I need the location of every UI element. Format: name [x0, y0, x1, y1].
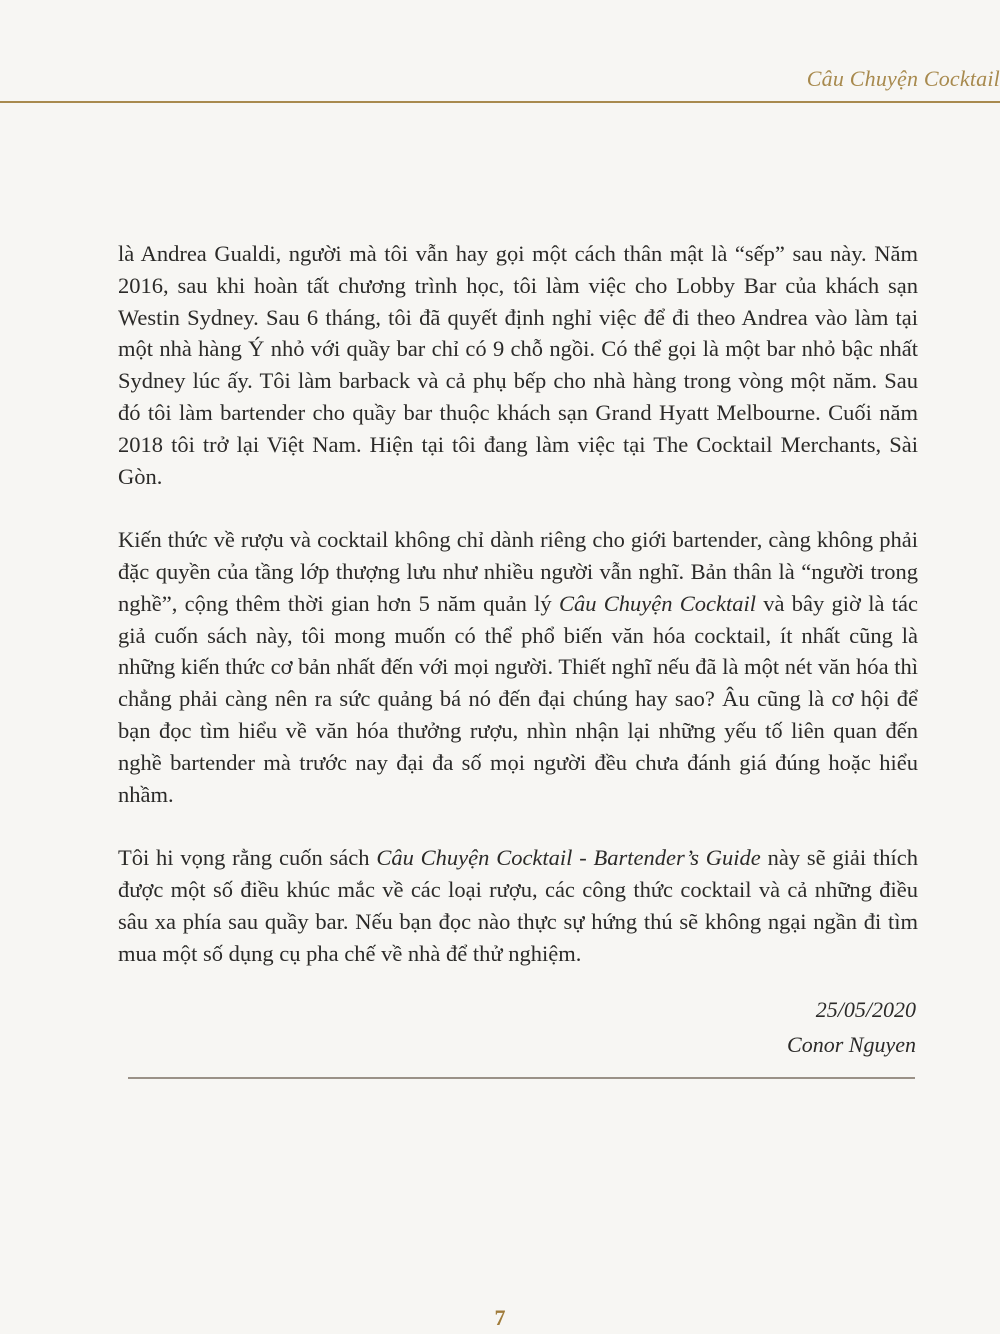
paragraph-1: là Andrea Gualdi, người mà tôi vẫn hay gọi một cách thân mật là “sếp” sau này. Năm 2016, sau khi hoàn tất chương trình học, tôi làm việc cho Lobby Bar của khách sạn Westin Sydney. Sau 6 tháng, tôi đã quyết định nghỉ việc để đi theo Andrea vào làm tại một nhà hàng Ý nhỏ với quầy bar chỉ có 9 chỗ ngồi. Có thể gọi là một bar nhỏ bậc nhất Sydney lúc ấy. Tôi làm barback và cả phụ bếp cho nhà hàng trong vòng một năm. Sau đó tôi làm bartender cho quầy bar thuộc khách sạn Grand Hyatt Melbourne. Cuối năm 2018 tôi trở lại Việt Nam. Hiện tại tôi đang làm việc tại The Cocktail Merchants, Sài Gòn.: [118, 241, 918, 489]
book-title-italic: Câu Chuyện Cocktail: [558, 590, 756, 616]
body-text: [118, 238, 918, 969]
running-header-title: Câu Chuyện Cocktail: [806, 66, 1000, 91]
signature-author: Conor Nguyen: [787, 1032, 916, 1057]
header-divider: [0, 101, 1000, 103]
book-title-full-italic: Câu Chuyện Cocktail - Bartender’s Guide: [376, 845, 761, 871]
signature-date: 25/05/2020: [815, 997, 916, 1022]
paragraph-2-text-b: và bây giờ là tác giả cuốn sách này, tôi mong muốn có thể phổ biến văn hóa cocktail, ít nhất cũng là những kiến thức cơ bản nhất đến với mọi người. Thiết nghĩ nếu đã là một nét văn hóa thì chẳng phải càng nên ra sức quảng bá nó đến đại chúng hay sao? Âu cũng là cơ hội để bạn đọc tìm hiểu về văn hóa thưởng rượu, nhìn nhận lại những yếu tố liên quan đến nghề bartender mà trước nay đại đa số mọi người đều chưa đánh giá đúng hoặc hiểu nhầm.: [118, 590, 918, 807]
paragraph-2: [118, 524, 918, 810]
footer-divider: [128, 1077, 915, 1079]
paragraph-3-text-b: này sẽ giải thích được một số điều khúc mắc về các loại rượu, các công thức cocktail và cả những điều sâu xa phía sau quầy bar. Nếu bạn đọc nào thực sự hứng thú sẽ không ngại ngần đi tìm mua một số dụng cụ pha chế về nhà để thử nghiệm.: [118, 845, 918, 966]
paragraph-3-text-a: Tôi hi vọng rằng cuốn sách: [118, 845, 377, 871]
paragraph-2-text-a: Kiến thức về rượu và cocktail không chỉ dành riêng cho giới bartender, càng không phải đặc quyền của tầng lớp thượng lưu như nhiều người vẫn nghĩ. Bản thân là “người trong nghề”, cộng thêm thời gian hơn 5 năm quản lý: [118, 527, 918, 616]
page-number: 7: [494, 1305, 506, 1330]
paragraph-3: [118, 842, 918, 969]
